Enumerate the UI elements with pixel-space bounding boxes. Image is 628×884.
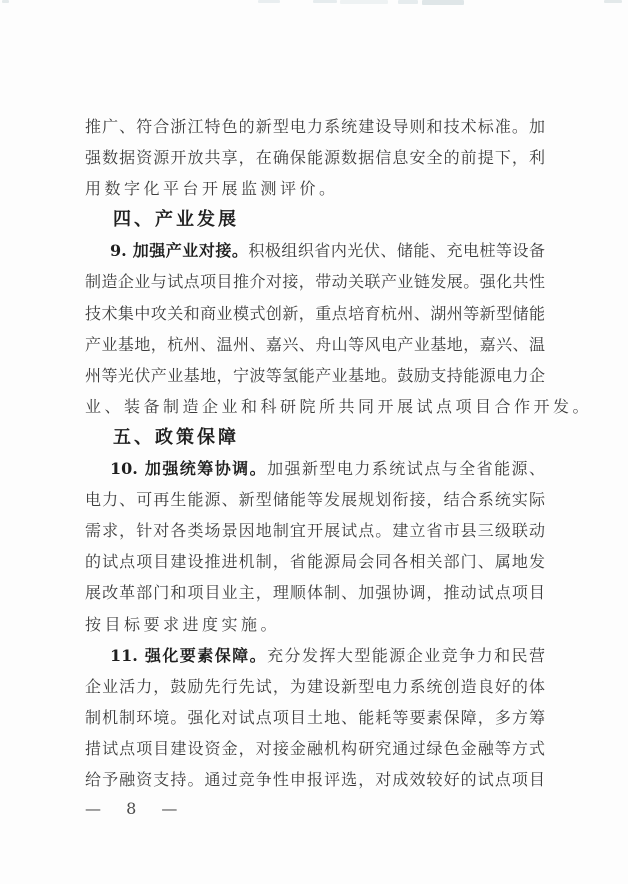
- text-line: 给予融资支持。通过竞争性申报评选，对成效较好的试点项目: [85, 769, 545, 789]
- text-line: 需求，针对各类场景因地制宜开展试点。建立省市县三级联动: [85, 521, 545, 541]
- text-line: 展改革部门和项目业主，理顺体制、加强协调，推动试点项目: [85, 583, 545, 603]
- text-line: 州等光伏产业基地，宁波等氢能产业基地。鼓励支持能源电力企: [85, 365, 545, 385]
- run-in-heading: 11. 强化要素保障。: [110, 645, 268, 665]
- scan-artifact: [604, 0, 622, 3]
- text-line: 制造企业与试点项目推介对接，带动关联产业链发展。强化共性: [85, 272, 545, 292]
- page-number: — 8 —: [85, 799, 180, 818]
- text-line: 10. 加强统筹协调。加强新型电力系统试点与全省能源、: [110, 459, 545, 479]
- text-line: 电力、可再生能源、新型储能等发展规划衔接，结合系统实际: [85, 490, 545, 510]
- text-line: 按目标要求进度实施。: [85, 614, 281, 634]
- scan-artifact: [398, 0, 418, 4]
- document-body: [85, 111, 593, 795]
- scan-artifact: [258, 0, 280, 3]
- text-line: 用数字化平台开展监测评价。: [85, 179, 339, 199]
- section-heading: 四、产业发展: [113, 209, 239, 231]
- scan-artifact: [340, 0, 388, 4]
- run-in-heading: 9. 加强产业对接。: [110, 241, 249, 261]
- text-line: 11. 强化要素保障。充分发挥大型能源企业竞争力和民营: [110, 645, 545, 665]
- text-line: 业、装备制造企业和科研院所共同开展试点项目合作开发。: [85, 396, 593, 416]
- section-heading: 五、政策保障: [113, 426, 239, 448]
- text-line: 的试点项目建设推进机制，省能源局会同各相关部门、属地发: [85, 552, 545, 572]
- run-in-heading: 10. 加强统筹协调。: [110, 459, 268, 479]
- text-line: 推广、符合浙江特色的新型电力系统建设导则和技术标准。加: [85, 117, 545, 136]
- text-line: 强数据资源开放共享，在确保能源数据信息安全的前提下，利: [85, 148, 545, 168]
- scan-artifact: [313, 0, 337, 3]
- text-line: 技术集中攻关和商业模式创新，重点培育杭州、湖州等新型储能: [85, 303, 545, 323]
- text-line: 产业基地，杭州、温州、嘉兴、舟山等风电产业基地，嘉兴、温: [85, 334, 545, 354]
- scan-artifact: [2, 0, 9, 3]
- text-line: 企业活力，鼓励先行先试，为建设新型电力系统创造良好的体: [85, 676, 545, 696]
- text-line: 9. 加强产业对接。积极组织省内光伏、储能、充电桩等设备: [110, 241, 545, 261]
- text-line: 制机制环境。强化对试点项目土地、能耗等要素保障，多方筹: [85, 707, 545, 727]
- text-line: 措试点项目建设资金，对接金融机构研究通过绿色金融等方式: [85, 738, 545, 758]
- scan-artifact: [422, 0, 464, 5]
